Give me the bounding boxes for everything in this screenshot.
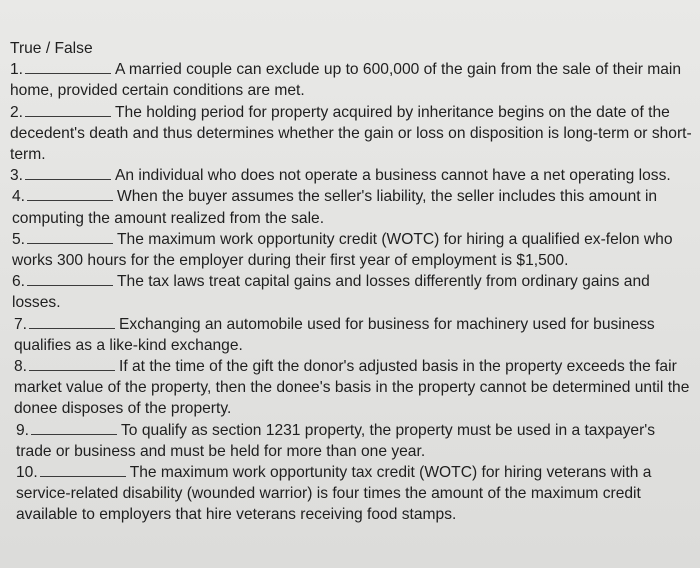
question-number: 7.: [14, 315, 28, 333]
question-text: The holding period for property acquired by inheritance begins on the date of the decedent's death and thus determines whether the gain or loss on disposition is long-term or short-term.: [10, 103, 692, 164]
answer-blank[interactable]: [40, 464, 126, 477]
question-number: 3.: [10, 167, 24, 185]
question-1: [10, 59, 692, 101]
question-text: The tax laws treat capital gains and losses differently from ordinary gains and losses.: [12, 273, 650, 312]
answer-blank[interactable]: [27, 273, 113, 286]
question-text: Exchanging an automobile used for business for machinery used for business qualifies as a like-kind exchange.: [14, 315, 655, 354]
answer-blank[interactable]: [27, 188, 113, 201]
question-4: [10, 186, 692, 228]
question-number: 5.: [12, 230, 26, 248]
question-number: 1.: [10, 61, 24, 79]
question-text: The maximum work opportunity credit (WOTC) for hiring a qualified ex-felon who works 300 hours for the employer during their first year of employment is $1,500.: [12, 230, 673, 270]
answer-blank[interactable]: [29, 316, 115, 329]
question-number: 9.: [16, 421, 30, 439]
question-number: 2.: [10, 103, 24, 121]
question-text: To qualify as section 1231 property, the property must be used in a taxpayer's trade or business and must be held for more than one year.: [16, 421, 656, 460]
question-8: [10, 356, 692, 420]
question-number: 10.: [16, 464, 38, 482]
answer-blank[interactable]: [27, 231, 113, 244]
answer-blank[interactable]: [25, 61, 111, 74]
question-text: If at the time of the gift the donor's adjusted basis in the property exceeds the fair market value of the property, then the donee's basis in the property cannot be determined until the donee disposes of the property.: [14, 358, 690, 418]
question-9: [10, 420, 692, 462]
question-number: 6.: [12, 273, 26, 291]
question-10: [10, 462, 692, 526]
question-6: [10, 271, 692, 313]
question-text: When the buyer assumes the seller's liability, the seller includes this amount in computing the amount realized from the sale.: [12, 188, 658, 227]
answer-blank[interactable]: [25, 104, 111, 117]
question-5: [10, 229, 692, 271]
question-text: An individual who does not operate a business cannot have a net operating loss.: [115, 167, 671, 185]
true-false-document: [10, 38, 692, 526]
answer-blank[interactable]: [31, 422, 117, 435]
answer-blank[interactable]: [25, 167, 111, 180]
question-2: [10, 102, 692, 166]
question-text: The maximum work opportunity tax credit (WOTC) for hiring veterans with a service-related disability (wounded warrior) is four times the amount of the maximum credit available to employers that hire veterans receiving food stamps.: [16, 464, 652, 524]
answer-blank[interactable]: [29, 358, 115, 371]
question-3: [10, 165, 692, 186]
question-text: A married couple can exclude up to 600,000 of the gain from the sale of their main home, provided certain conditions are met.: [10, 61, 682, 100]
section-heading: True / False: [10, 40, 93, 57]
question-number: 4.: [12, 188, 26, 206]
question-7: [10, 314, 692, 356]
question-number: 8.: [14, 358, 28, 376]
